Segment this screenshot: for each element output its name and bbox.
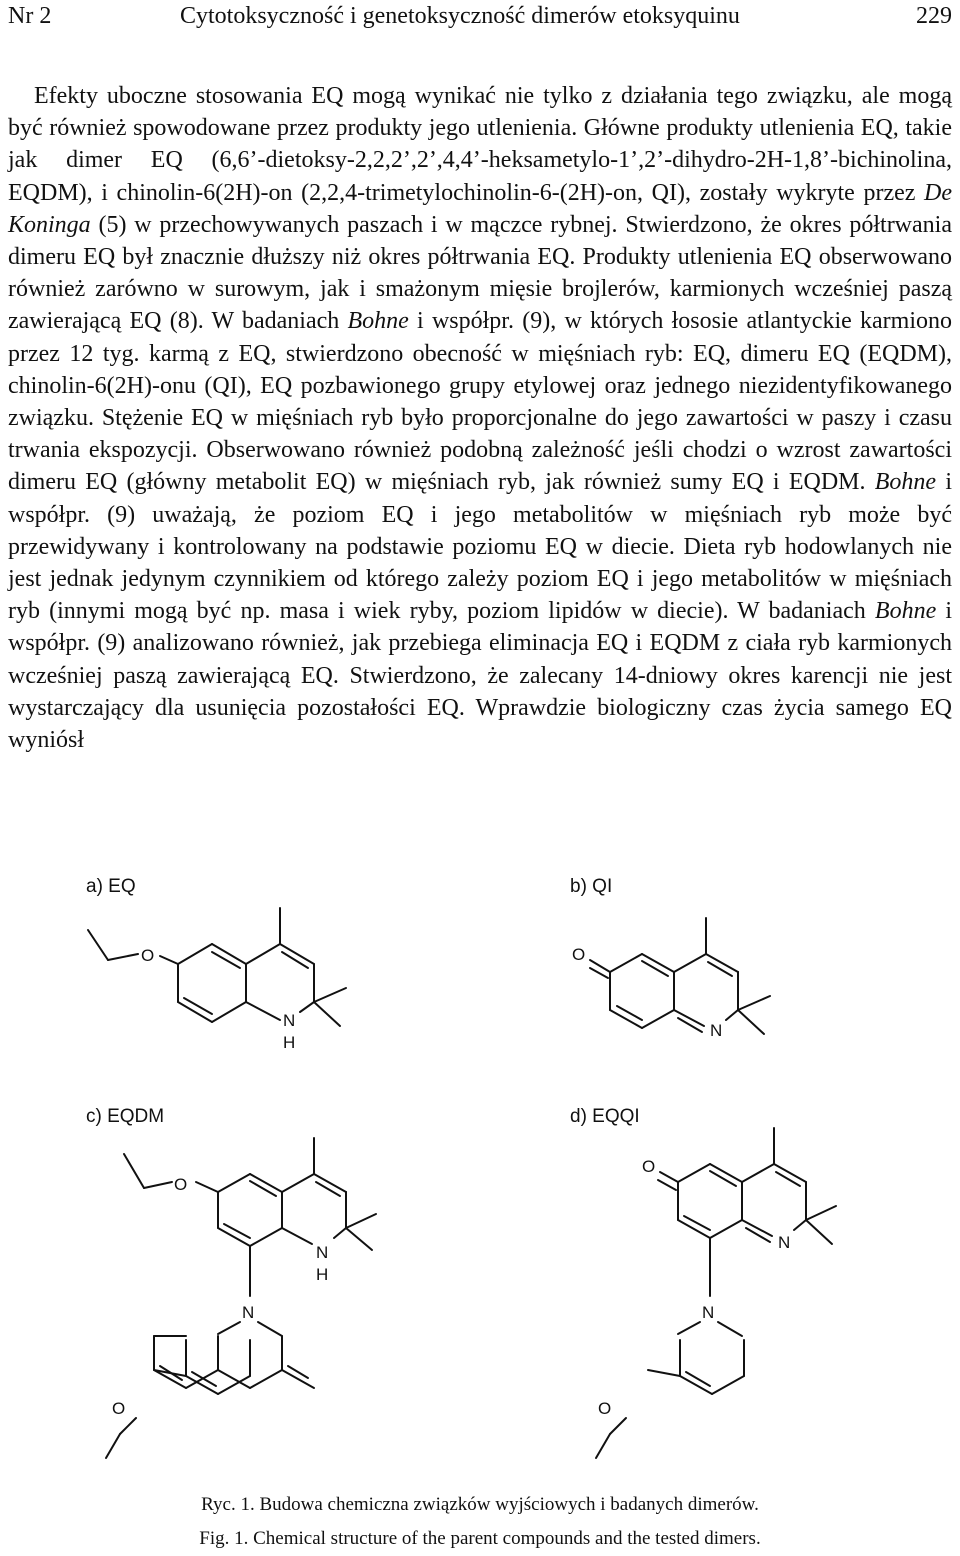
atom-label: O: [174, 1175, 188, 1194]
body-text-3: i współpr. (9), w których łososie atlantyckie karmiono przez 12 tyg. karmą z EQ, stwierdzono obecność w mięśniach ryb: EQ, dimeru EQ (EQDM), chinolin-6(2H)-onu (QI), EQ pozbawionego grupy etylowej oraz jednego niezidentyfikowanego związku. Stężenie EQ w mięśniach ryb było proporcjonalne do jego zawartości w paszy i czasu trwania ekspozycji. Obserwowano również podobną zależność jeśli chodzi o wzrost zawartości dimeru EQ (główny metabolit EQ) w mięśniach ryb, jak również sumy EQ i EQDM.: [8, 308, 953, 496]
running-header: [8, 0, 952, 40]
atom-label: O: [112, 1399, 126, 1418]
structure-eqqi: [480, 1100, 960, 1350]
body-text-5: i współpr. (9) analizowano również, jak przebiega eliminacja EQ i EQDM z ciała ryb karmionych wcześniej paszą zawierającą EQ. Stwierdzono, że zalecany 14-dniowy okres karencji nie jest wystarczający dla usunięcia pozostałości EQ. Wprawdzie biologiczny czas życia samego EQ wyniósł: [8, 598, 953, 754]
issue-number: Nr 2: [8, 3, 52, 29]
atom-label: N: [242, 1303, 255, 1322]
atom-label: N: [702, 1303, 715, 1322]
atom-label: N: [316, 1243, 329, 1262]
atom-label: O: [598, 1399, 612, 1418]
structure-eqdm: [0, 1100, 480, 1350]
body-text-1: Efekty uboczne stosowania EQ mogą wynikać nie tylko z działania tego związku, ale mogą być również spowodowane przez produkty jego utlenienia. Główne produkty utlenienia EQ, takie jak dimer EQ (6,6’-dietoksy-2,2,2’,2’,4,4’-heksametylo-1’,2’-dihydro-2H-1,8’-bichinolina, EQDM), i chinolin-6(2H)-on (2,2,4-trimetylochinolin-6-(2H)-on, QI), zostały wykryte przez: [8, 83, 952, 206]
caption-english: Fig. 1. Chemical structure of the parent compounds and the tested dimers.: [199, 1528, 761, 1549]
structure-qi: [480, 860, 960, 1100]
chemical-structures-figure: [0, 860, 960, 1420]
page-number: 229: [916, 3, 952, 29]
panel-label-c: c) EQDM: [86, 1106, 165, 1127]
body-text-2: (5) w przechowywanych paszach i w mączce rybnej. Stwierdzono, że okres półtrwania dimeru EQ był znacznie dłuższy niż okres półtrwania EQ. Produkty utlenienia EQ obserwowano również zarówno w surowym, jak i smażonym mięsie brojlerów, karmionych wcześniej paszą zawierającą EQ (8). W badaniach: [8, 211, 952, 335]
atom-label: H: [283, 1033, 296, 1052]
author-name: Bohne: [874, 598, 937, 625]
panel-label-b: b) QI: [570, 876, 613, 897]
panel-label-a: a) EQ: [86, 876, 136, 897]
atom-label: N: [710, 1021, 723, 1040]
atom-label: O: [572, 945, 586, 964]
running-title: Cytotoksyczność i genetoksyczność dimerów etoksyquinu: [180, 3, 740, 29]
lower-ethoxy-groups: [0, 1340, 960, 1460]
atom-label: N: [778, 1233, 791, 1252]
caption-polish: Ryc. 1. Budowa chemiczna związków wyjściowych i badanych dimerów.: [201, 1494, 759, 1515]
structure-eq: [0, 860, 480, 1100]
author-name: Bohne: [347, 308, 409, 335]
body-text-4: i współpr. (9) uważają, że poziom EQ i jego metabolitów w mięśniach ryb może być przewidywany i kontrolowany na podstawie poziomu EQ w diecie. Dieta ryb hodowlanych nie jest jednak jedynym czynnikiem od którego zależy poziom EQ i jego metabolitów w mięśniach ryb (innymi mogą być np. masa i wiek ryby, poziom lipidów w diecie). W badaniach: [8, 469, 953, 625]
atom-label: H: [316, 1265, 329, 1284]
body-paragraph: [8, 80, 952, 756]
panel-label-d: d) EQQI: [570, 1106, 640, 1127]
atom-label: N: [283, 1011, 296, 1030]
author-name: Bohne: [874, 469, 937, 496]
atom-label: O: [642, 1157, 656, 1176]
author-name: De Koninga: [8, 179, 952, 238]
atom-label: O: [141, 946, 155, 965]
